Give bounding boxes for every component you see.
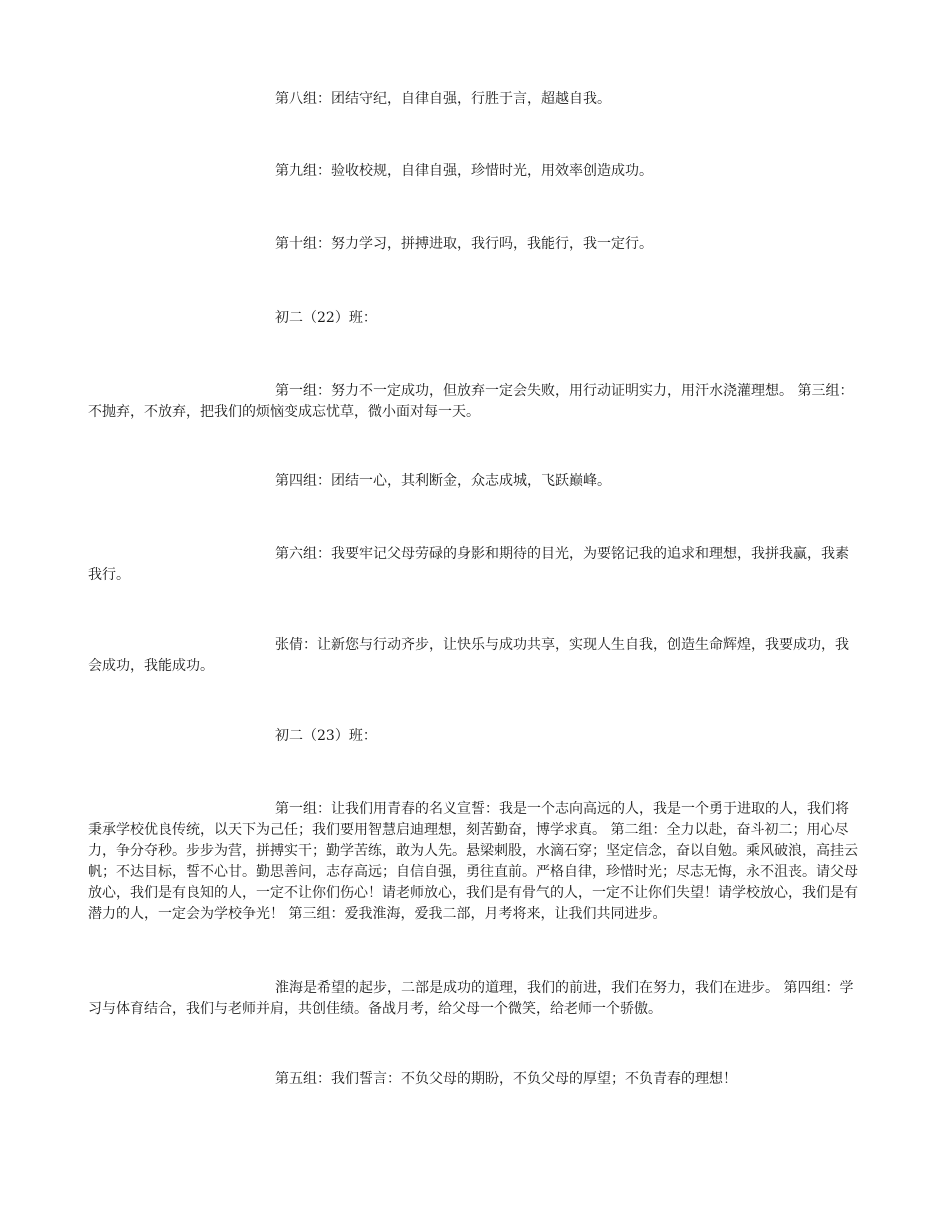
paragraph-zhangqian: 张倩：让新您与行动齐步，让快乐与成功共享，实现人生自我，创造生命辉煌，我要成功，我会成功，我能成功。 (88, 637, 849, 674)
paragraph-group-10: 第十组：努力学习，拼搏进取，我行吗，我能行，我一定行。 (275, 236, 653, 252)
paragraph-22-group-1-3: 第一组：努力不一定成功，但放弃一定会失败，用行动证明实力，用汗水浇灌理想。 第三组：不抛弃，不放弃，把我们的烦恼变成忘忧草，微小面对每一天。 (88, 383, 854, 420)
paragraph-23-group-4: 淮海是希望的起步，二部是成功的道理，我们的前进，我们在努力，我们在进步。 第四组：学习与体育结合，我们与老师并肩，共创佳绩。备战月考，给父母一个微笑，给老师一个骄傲。 (88, 980, 854, 1017)
class-heading-22: 初二（22）班： (275, 310, 377, 326)
paragraph-22-group-6: 第六组：我要牢记父母劳碌的身影和期待的目光，为要铭记我的追求和理想，我拼我赢，我素我行。 (88, 546, 849, 583)
paragraph-group-9: 第九组：验收校规，自律自强，珍惜时光，用效率创造成功。 (275, 163, 653, 179)
class-heading-23: 初二（23）班： (275, 728, 377, 744)
paragraph-23-groups-1-3: 第一组：让我们用青春的名义宣誓：我是一个志向高远的人，我是一个勇于进取的人，我们将秉承学校优良传统，以天下为己任；我们要用智慧启迪理想，刻苦勤奋，博学求真。 第二组：全力以赴，奋斗初二；用心尽力，争分夺秒。步步为营，拼搏实干；勤学苦练，敢为人先。悬梁刺股，水滴石穿；坚定信念，奋以自勉。乘风破浪，高挂云帆；不达目标，誓不心甘。勤思善问，志存高远；自信自强，勇往直前。严格自律，珍惜时光；尽志无悔，永不沮丧。请父母放心，我们是有良知的人，一定不让你们伤心！请老师放心，我们是有骨气的人，一定不让你们失望！请学校放心，我们是有潜力的人，一定会为学校争光！ 第三组：爱我淮海，爱我二部，月考将来，让我们共同进步。 (88, 801, 858, 922)
paragraph-22-group-4: 第四组：团结一心，其利断金，众志成城，飞跃巅峰。 (275, 473, 611, 489)
paragraph-group-8: 第八组：团结守纪，自律自强，行胜于言，超越自我。 (275, 91, 611, 107)
paragraph-23-group-5: 第五组：我们誓言：不负父母的期盼，不负父母的厚望；不负青春的理想！ (275, 1071, 737, 1087)
